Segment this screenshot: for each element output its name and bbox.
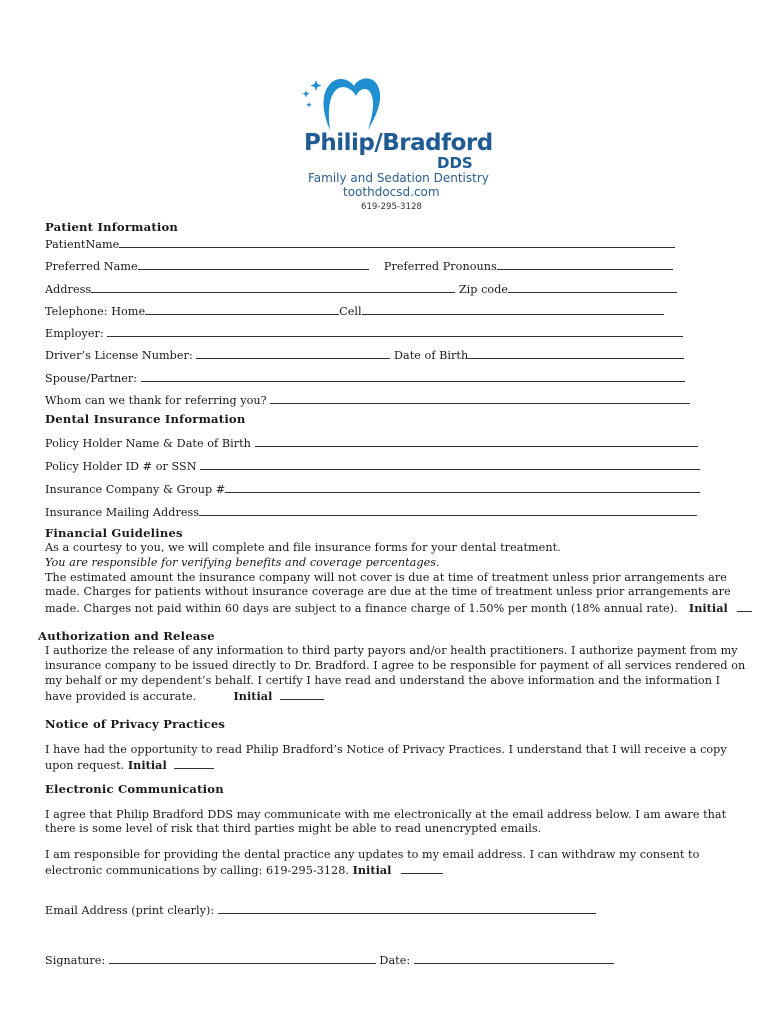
authorization-line-2: insurance company to be issued directly to Dr. Bradford. I agree to be responsible for payment of all services rendered on [45,659,746,672]
signature-row [45,952,614,967]
electronic-initial-label: Initial [352,863,392,877]
insurance-mailing-field[interactable] [199,504,697,516]
employer-row [45,325,683,340]
authorization-initial-field[interactable] [280,688,324,700]
financial-line-5: made. Charges not paid within 60 days are subject to a finance charge of 1.50% per month (18% annual rate). [45,602,678,615]
drivers-license-row [45,347,684,362]
email-label: Email Address (print clearly): [45,904,218,917]
referral-label: Whom can we thank for referring you? [45,394,271,407]
address-field[interactable] [91,281,455,293]
policy-holder-id-row [45,458,700,473]
privacy-line-1: I have had the opportunity to read Philip Bradford’s Notice of Privacy Practices. I understand that I will receive a copy [45,743,727,756]
financial-line-4: made. Charges for patients without insurance coverage are due at the time of treatment unless prior arrangements are [45,585,731,598]
policy-holder-name-label: Policy Holder Name & Date of Birth [45,437,255,450]
cell-label: Cell [339,305,362,318]
patient-info-heading: Patient Information [45,220,179,234]
electronic-p2-line-1: I am responsible for providing the dental practice any updates to my email address. I can withdraw my consent to [45,848,700,861]
email-field[interactable] [218,902,596,914]
drivers-license-label: Driver’s License Number: [45,349,197,362]
financial-heading: Financial Guidelines [45,526,183,540]
logo-phone: 619-295-3128 [361,202,422,212]
authorization-line-4-row [45,688,324,703]
privacy-line-2-row [45,757,214,772]
patient-name-field[interactable] [119,236,675,248]
signature-label: Signature: [45,954,109,967]
logo-slash: / [374,130,383,156]
tooth-icon [296,72,386,134]
cell-field[interactable] [362,303,664,315]
financial-initial-label: Initial [688,601,728,615]
logo-credential: DDS [437,154,473,172]
privacy-heading: Notice of Privacy Practices [45,717,226,731]
address-row [45,281,677,296]
practice-logo [296,72,493,217]
zip-code-label: Zip code [455,283,509,296]
insurance-company-row [45,481,700,496]
signature-field[interactable] [109,952,376,964]
telephone-row [45,303,664,318]
electronic-initial-field[interactable] [401,862,443,874]
privacy-initial-field[interactable] [174,757,214,769]
referral-field[interactable] [270,392,690,404]
preferred-pronouns-field[interactable] [497,258,673,270]
spouse-partner-row [45,370,685,385]
authorization-line-3: my behalf or my dependent’s behalf. I certify I have read and understand the above information and the information I [45,674,721,687]
date-of-birth-label: Date of Birth [390,349,469,362]
financial-line-5-row [45,600,752,615]
logo-website: toothdocsd.com [343,185,440,199]
authorization-heading: Authorization and Release [38,629,215,643]
email-row [45,902,596,917]
electronic-p1-line-2: there is some level of risk that third parties might be able to read unencrypted emails. [45,822,542,835]
financial-line-1: As a courtesy to you, we will complete and file insurance forms for your dental treatment. [45,541,561,554]
employer-field[interactable] [107,325,683,337]
employer-label: Employer: [45,327,108,340]
logo-name-first: Philip [304,130,375,156]
financial-line-2: You are responsible for verifying benefits and coverage percentages. [45,556,440,569]
zip-code-field[interactable] [508,281,677,293]
financial-line-3: The estimated amount the insurance company will not cover is due at time of treatment unless prior arrangements are [45,571,727,584]
drivers-license-field[interactable] [196,347,390,359]
date-field[interactable] [414,952,614,964]
address-label: Address [45,283,92,296]
electronic-p2-line-2-row [45,862,443,877]
insurance-mailing-row [45,504,697,519]
preferred-name-label: Preferred Name [45,260,138,273]
privacy-initial-label: Initial [127,758,167,772]
preferred-pronouns-label: Preferred Pronouns [383,260,497,273]
dental-insurance-heading: Dental Insurance Information [45,412,246,426]
telephone-home-label: Telephone: Home [45,305,146,318]
insurance-company-field[interactable] [225,481,700,493]
electronic-heading: Electronic Communication [45,782,224,796]
date-label: Date: [375,954,414,967]
privacy-line-2: upon request. [45,759,125,772]
patient-name-row [45,236,675,251]
policy-holder-name-row [45,435,698,450]
insurance-company-label: Insurance Company & Group # [45,483,226,496]
policy-holder-name-field[interactable] [255,435,698,447]
policy-holder-id-label: Policy Holder ID # or SSN [45,460,201,473]
preferred-name-row [45,258,673,273]
electronic-p1-line-1: I agree that Philip Bradford DDS may communicate with me electronically at the email address below. I am aware that [45,808,727,821]
patient-name-label: PatientName [45,238,120,251]
logo-name-last: Bradford [382,130,493,156]
authorization-line-1: I authorize the release of any information to third party payors and/or health practitioners. I authorize payment from my [45,644,738,657]
electronic-p2-line-2: electronic communications by calling: 619-295-3128. [45,864,349,877]
telephone-home-field[interactable] [145,303,339,315]
preferred-name-field[interactable] [138,258,369,270]
insurance-mailing-label: Insurance Mailing Address [45,506,200,519]
authorization-line-4: have provided is accurate. [45,690,197,703]
spouse-partner-label: Spouse/Partner: [45,372,141,385]
referral-row [45,392,690,407]
financial-initial-field[interactable] [737,600,752,612]
spouse-partner-field[interactable] [141,370,685,382]
logo-tagline: Family and Sedation Dentistry [308,171,489,185]
policy-holder-id-field[interactable] [200,458,700,470]
authorization-initial-label: Initial [233,689,273,703]
date-of-birth-field[interactable] [468,347,684,359]
